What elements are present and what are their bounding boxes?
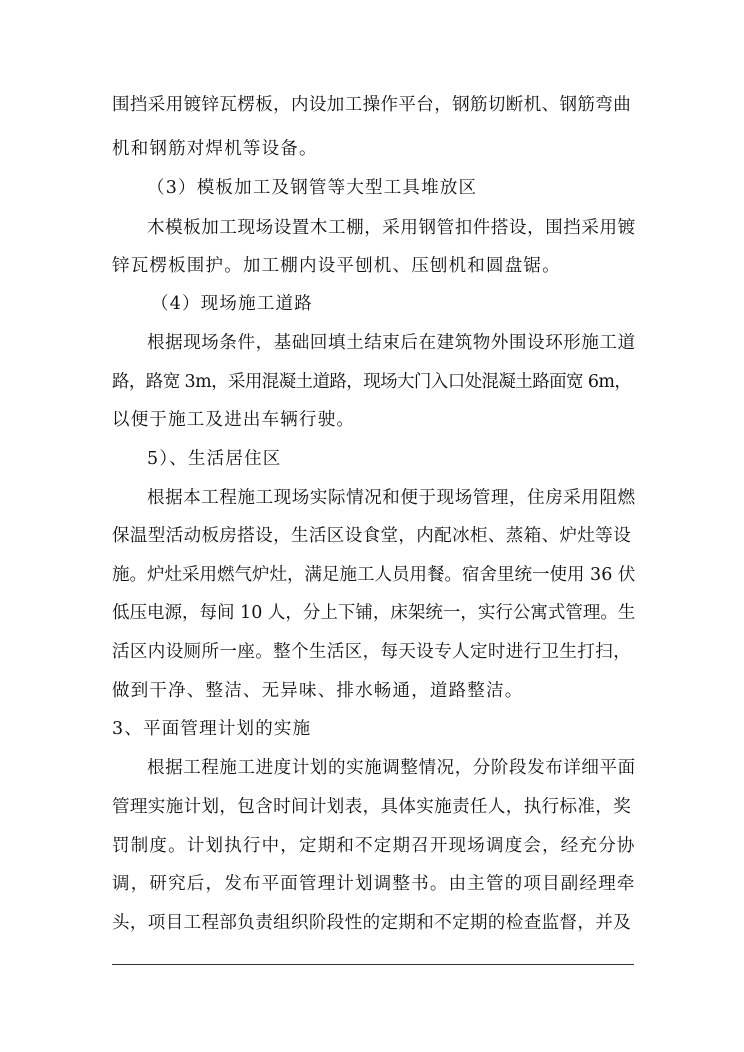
section-heading: 5）、生活居住区	[147, 449, 282, 469]
paragraph-line: 锌瓦楞板围护。加工棚内设平刨机、压刨机和圆盘锯。	[112, 256, 561, 276]
section-heading: （4）现场施工道路	[151, 294, 313, 314]
paragraph-line: 头，项目工程部负责组织阶段性的定期和不定期的检查监督，并及	[112, 913, 632, 933]
paragraph-line: 罚制度。计划执行中，定期和不定期召开现场调度会，经充分协	[112, 836, 636, 856]
paragraph-line: 根据工程施工进度计划的实施调整情况，分阶段发布详细平面	[147, 758, 636, 778]
paragraph-line: 保温型活动板房搭设，生活区设食堂，内配冰柜、蒸箱、炉灶等设	[112, 526, 632, 546]
paragraph-line: 管理实施计划，包含时间计划表，具体实施责任人，执行标准，奖	[112, 797, 632, 817]
paragraph-line: 路，路宽 3m，采用混凝土道路，现场大门入口处混凝土路面宽 6m，	[112, 372, 632, 392]
paragraph-line: 以便于施工及进出车辆行驶。	[112, 410, 356, 430]
paragraph-line: 活区内设厕所一座。整个生活区，每天设专人定时进行卫生打扫，	[112, 642, 632, 662]
section-heading: （3）模板加工及钢管等大型工具堆放区	[147, 178, 478, 198]
footer-divider	[112, 964, 634, 965]
paragraph-line: 施。炉灶采用燃气炉灶，满足施工人员用餐。宿舍里统一使用 36 伏	[112, 565, 636, 585]
paragraph-line: 根据本工程施工现场实际情况和便于现场管理，住房采用阻燃	[147, 488, 636, 508]
paragraph-line: 机和钢筋对焊机等设备。	[112, 139, 318, 159]
paragraph-line: 低压电源，每间 10 人，分上下铺，床架统一，实行公寓式管理。生	[112, 603, 636, 623]
paragraph-line: 根据现场条件，基础回填土结束后在建筑物外围设环形施工道	[147, 333, 636, 353]
paragraph-line: 围挡采用镀锌瓦楞板，内设加工操作平台，钢筋切断机、钢筋弯曲	[112, 95, 632, 115]
paragraph-line: 木模板加工现场设置木工棚，采用钢管扣件搭设，围挡采用镀	[147, 218, 636, 238]
paragraph-line: 做到干净、整洁、无异味、排水畅通，道路整洁。	[112, 681, 524, 701]
paragraph-line: 调，研究后，发布平面管理计划调整书。由主管的项目副经理牵	[112, 874, 636, 894]
section-heading: 3、平面管理计划的实施	[112, 719, 312, 739]
